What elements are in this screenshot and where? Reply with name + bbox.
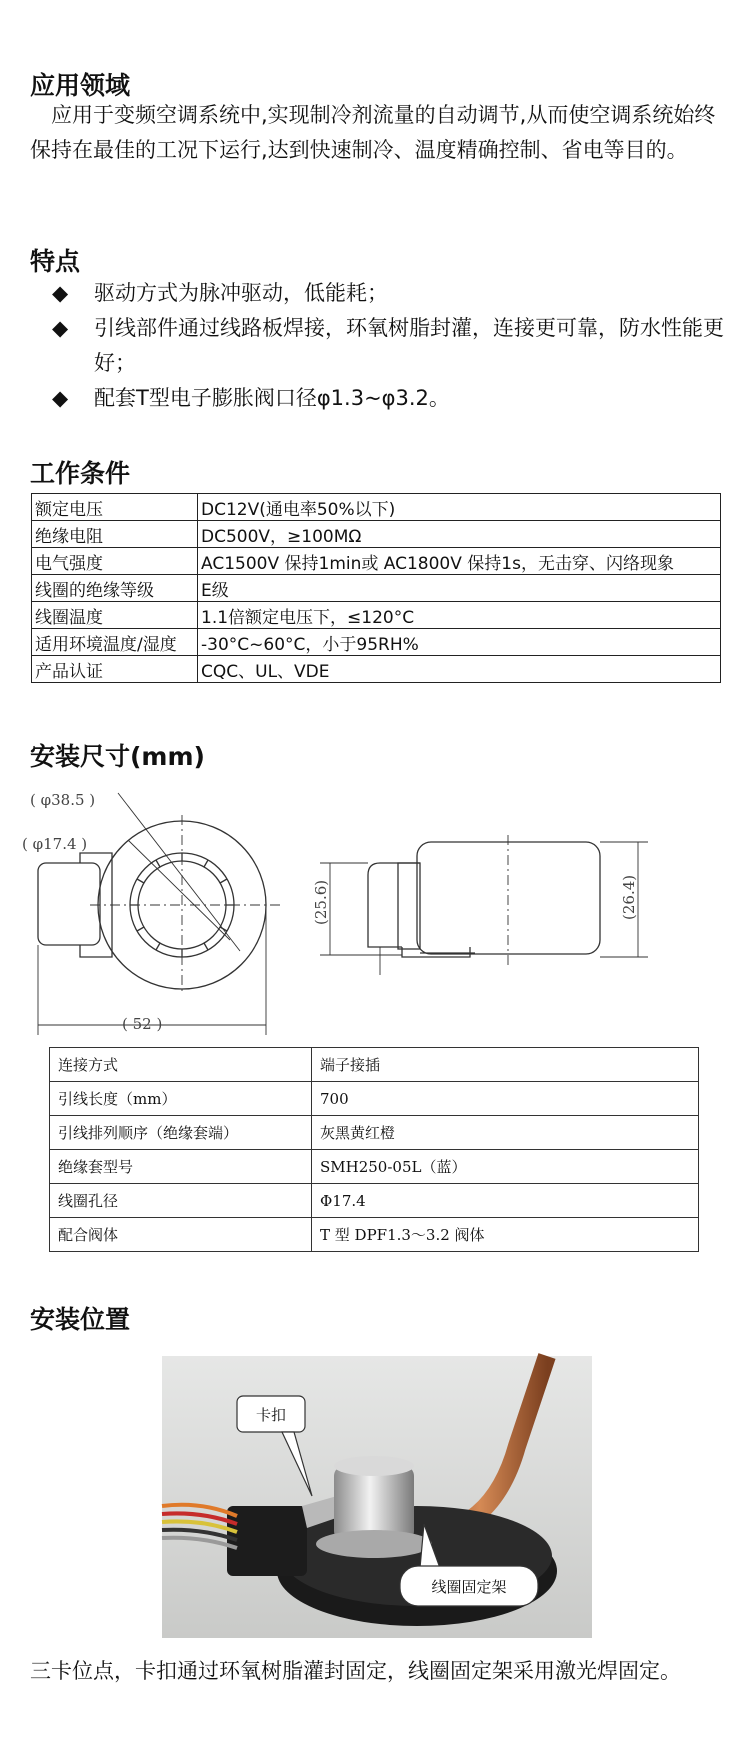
diamond-bullet-icon: ◆: [52, 316, 69, 340]
svg-text:线圈固定架: 线圈固定架: [431, 1578, 507, 1596]
svg-text:卡扣: 卡扣: [255, 1406, 287, 1424]
table-row: 产品认证 CQC、UL、VDE: [32, 656, 721, 683]
dimension-drawing: [22, 775, 730, 1045]
conditions-title: 工作条件: [30, 459, 131, 488]
application-text: 应用于变频空调系统中,实现制冷剂流量的自动调节,从而使空调系统始终保持在最佳的工况下运行,达到快速制冷、温度精确控制、省电等目的。: [30, 103, 716, 162]
table-row: 绝缘电阻 DC500V，≥100MΩ: [32, 521, 721, 548]
position-text: 三卡位点，卡扣通过环氧树脂灌封固定，线圈固定架采用激光焊固定。: [30, 1659, 681, 1683]
dims-title: 安装尺寸(mm): [30, 742, 205, 771]
table-row: 线圈的绝缘等级 E级: [32, 575, 721, 602]
diamond-bullet-icon: ◆: [52, 386, 69, 410]
height-left-label: (25.6): [312, 879, 330, 925]
table-row: 额定电压 DC12V(通电率50%以下): [32, 494, 721, 521]
features-list: [52, 276, 732, 416]
outer-dia-label: ( φ38.5 ): [30, 791, 96, 809]
table-row: 连接方式 端子接插: [50, 1048, 699, 1082]
coil-body-side: [417, 842, 600, 954]
feature-item: ◆ 引线部件通过线路板焊接，环氧树脂封灌，连接更可靠，防水性能更好；: [52, 311, 732, 381]
connector-side: [368, 863, 420, 947]
height-left-dim: [320, 863, 402, 955]
table-row: 线圈孔径 Φ17.4: [50, 1184, 699, 1218]
dims-table: [49, 1047, 699, 1252]
height-right-label: (26.4): [620, 874, 638, 920]
table-row: 绝缘套型号 SMH250-05L（蓝）: [50, 1150, 699, 1184]
application-title: 应用领域: [30, 71, 131, 100]
table-row: 引线长度（mm） 700: [50, 1082, 699, 1116]
table-row: 线圈温度 1.1倍额定电压下，≤120°C: [32, 602, 721, 629]
features-title: 特点: [30, 247, 81, 276]
connector-shape: [38, 863, 100, 945]
table-row: 适用环境温度/湿度 -30°C~60°C，小于95RH%: [32, 629, 721, 656]
width-label: ( 52 ): [122, 1015, 163, 1033]
position-title: 安装位置: [30, 1305, 131, 1334]
feature-item: ◆ 配套T型电子膨胀阀口径φ1.3~φ3.2。: [52, 381, 732, 416]
table-row: 电气强度 AC1500V 保持1min或 AC1800V 保持1s，无击穿、闪络现象: [32, 548, 721, 575]
table-row: 引线排列顺序（绝缘套端） 灰黑黄红橙: [50, 1116, 699, 1150]
conditions-table: [31, 493, 721, 683]
table-row: 配合阀体 T 型 DPF1.3～3.2 阀体: [50, 1218, 699, 1252]
center-lines: [90, 815, 280, 995]
feature-item: ◆ 驱动方式为脉冲驱动，低能耗；: [52, 276, 732, 311]
inner-dia-label: ( φ17.4 ): [22, 835, 88, 853]
diamond-bullet-icon: ◆: [52, 281, 69, 305]
install-photo: [162, 1356, 592, 1638]
